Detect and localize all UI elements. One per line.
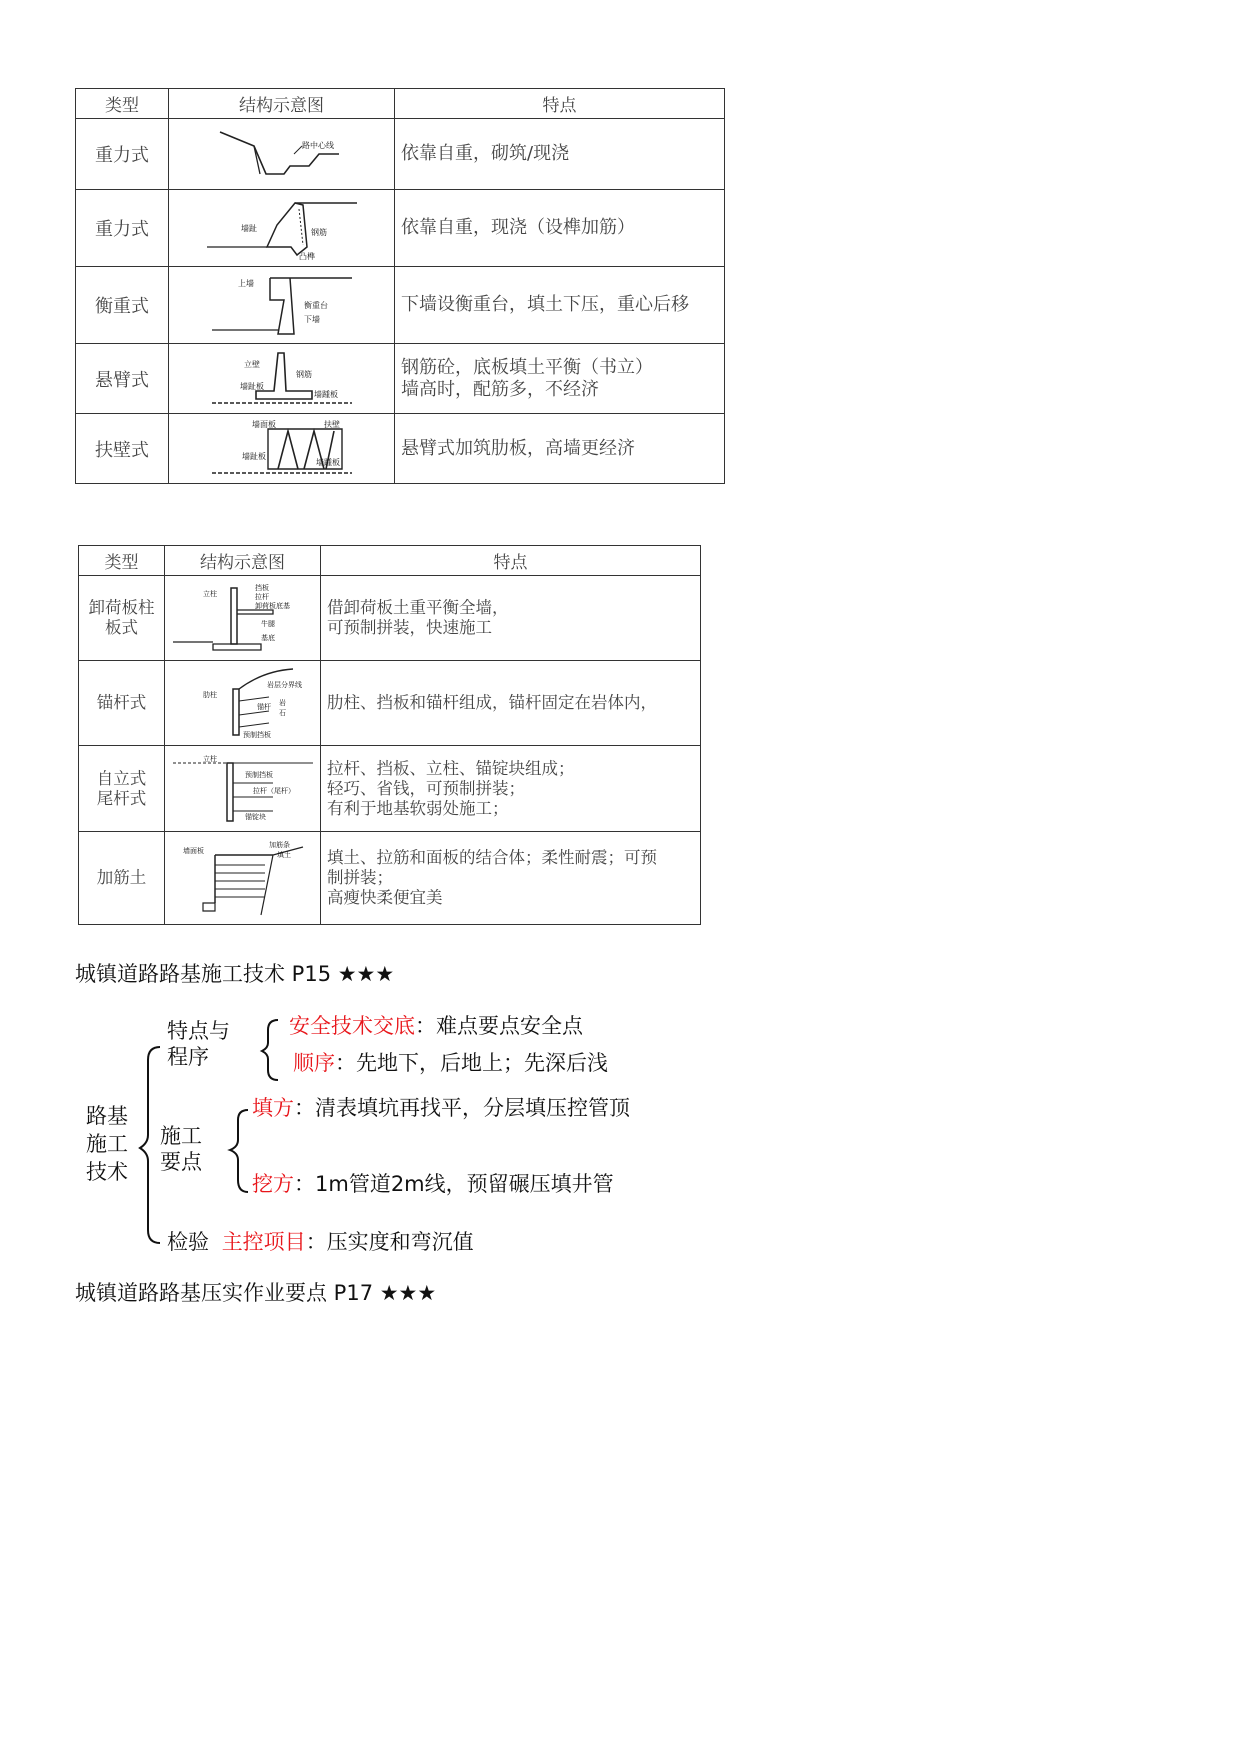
branch-label-line: 特点与 xyxy=(167,1019,230,1043)
type-line: 尾杆式 xyxy=(96,788,147,808)
leaf-text: ：压实度和弯沉值 xyxy=(305,1230,474,1254)
feature-line: 墙高时，配筋多，不经济 xyxy=(401,378,599,400)
diagram-label: 墙踵板 xyxy=(313,389,338,399)
leaf-key: 挖方 xyxy=(252,1172,294,1196)
diagram-label: 岩层分界线 xyxy=(266,681,302,689)
diagram-label: 预制挡板 xyxy=(242,731,271,739)
diagram-label: 拉杆（尾杆） xyxy=(252,786,295,795)
wall-feature: 悬臂式加筑肋板，高墙更经济 xyxy=(395,414,725,484)
feature-line: 填土、拉筋和面板的结合体；柔性耐震；可预 xyxy=(327,848,657,867)
diagram-label: 填土 xyxy=(276,851,291,859)
feature-line: 可预制拼装，快速施工 xyxy=(327,618,492,637)
root-line: 技术 xyxy=(86,1160,128,1184)
wall-type: 锚杆式 xyxy=(79,661,165,746)
diagram-label: 立壁 xyxy=(243,359,260,369)
wall-type: 重力式 xyxy=(76,190,169,267)
diagram-label: 锚锭块 xyxy=(244,812,266,821)
diagram-label: 肋柱 xyxy=(202,691,217,699)
wall-type: 加筋土 xyxy=(79,832,165,925)
diagram-label: 墙趾板 xyxy=(239,381,264,391)
wall-type: 重力式 xyxy=(76,119,169,190)
feature-line: 制拼装； xyxy=(327,868,393,887)
wall-feature: 下墙设衡重台，填土下压，重心后移 xyxy=(395,267,725,344)
branch-label-line: 施工 xyxy=(160,1124,202,1148)
feature-line: 高瘦快柔便宜美 xyxy=(327,888,443,907)
branch-label xyxy=(160,1123,202,1175)
section-title: 城镇道路路基压实作业要点 P17 ★★★ xyxy=(75,1281,437,1305)
branch-label-line: 程序 xyxy=(167,1045,209,1069)
col-header-type: 类型 xyxy=(79,546,165,576)
diagram-label: 墙趾板 xyxy=(241,451,266,461)
leaf-text: ：难点要点安全点 xyxy=(415,1014,583,1038)
mindmap-leaf xyxy=(167,1226,474,1256)
branch-label-line: 要点 xyxy=(160,1150,202,1174)
mindmap-leaf xyxy=(293,1047,608,1077)
root-line: 路基 xyxy=(86,1104,128,1128)
diagram-label: 凸榫 xyxy=(298,252,315,261)
leaf-text: ：清表填坑再找平，分层填压控管顶 xyxy=(294,1096,630,1120)
col-header-diagram: 结构示意图 xyxy=(165,546,321,576)
branch-label: 检验 xyxy=(167,1230,209,1254)
diagram-label: 扶壁 xyxy=(323,419,340,429)
section-title: 城镇道路路基施工技术 P15 ★★★ xyxy=(75,962,395,986)
diagram-label: 岩 xyxy=(278,699,286,707)
col-header-diagram: 结构示意图 xyxy=(169,89,395,119)
branch-label xyxy=(167,1018,230,1070)
diagram-label: 下墙 xyxy=(303,315,320,324)
diagram-label: 挡板 xyxy=(254,584,269,592)
wall-feature: 依靠自重，砌筑/现浇 xyxy=(395,119,725,190)
diagram-label: 立柱 xyxy=(202,754,217,763)
leaf-text: ：先地下，后地上；先深后浅 xyxy=(335,1051,608,1075)
col-header-type: 类型 xyxy=(76,89,169,119)
diagram-label: 墙面板 xyxy=(182,847,204,855)
diagram-label: 衡重台 xyxy=(303,301,328,310)
type-line: 自立式 xyxy=(96,768,147,788)
col-header-feature: 特点 xyxy=(395,89,725,119)
leaf-key: 填方 xyxy=(252,1096,294,1120)
mindmap-leaf xyxy=(289,1010,583,1040)
diagram-label: 拉杆 xyxy=(254,593,269,601)
wall-type: 扶壁式 xyxy=(76,414,169,484)
diagram-label: 预制挡板 xyxy=(244,770,273,779)
mindmap-leaf xyxy=(252,1168,614,1198)
diagram-label: 上墙 xyxy=(237,279,254,288)
mindmap-leaf xyxy=(252,1092,630,1122)
diagram-label: 墙趾 xyxy=(240,224,257,233)
feature-line: 拉杆、挡板、立柱、锚锭块组成； xyxy=(327,758,575,778)
feature-line: 有利于地基软弱处施工； xyxy=(327,798,509,818)
diagram-label: 石 xyxy=(278,709,286,717)
wall-type: 悬臂式 xyxy=(76,344,169,414)
leaf-key: 主控项目 xyxy=(221,1230,306,1254)
type-line: 板式 xyxy=(105,618,138,637)
diagram-label: 牛腿 xyxy=(260,620,275,628)
diagram-label: 路中心线 xyxy=(301,141,334,150)
diagram-label: 墙踵板 xyxy=(315,457,340,467)
leaf-text: ：1m管道2m线，预留碾压填井管 xyxy=(294,1172,614,1196)
leaf-key: 安全技术交底 xyxy=(289,1014,415,1038)
wall-feature: 依靠自重，现浇（设榫加筋） xyxy=(395,190,725,267)
diagram-label: 卸荷板底基 xyxy=(254,602,290,610)
leaf-key: 顺序 xyxy=(293,1051,335,1075)
wall-type: 衡重式 xyxy=(76,267,169,344)
diagram-label: 锚杆 xyxy=(256,703,271,711)
diagram-label: 钢筋 xyxy=(295,369,312,379)
diagram-label: 加筋条 xyxy=(268,841,290,849)
root-line: 施工 xyxy=(86,1132,128,1156)
diagram-label: 基底 xyxy=(260,634,275,642)
wall-feature: 肋柱、挡板和锚杆组成，锚杆固定在岩体内， xyxy=(321,661,701,746)
diagram-label: 墙面板 xyxy=(251,419,276,429)
feature-line: 钢筋砼，底板填土平衡（书立） xyxy=(401,356,653,378)
feature-line: 借卸荷板土重平衡全墙， xyxy=(327,598,509,617)
type-line: 卸荷板柱 xyxy=(88,598,155,617)
col-header-feature: 特点 xyxy=(321,546,701,576)
feature-line: 轻巧、省钱，可预制拼装； xyxy=(327,778,525,798)
diagram-label: 钢筋 xyxy=(310,228,327,237)
diagram-label: 立柱 xyxy=(202,590,217,598)
